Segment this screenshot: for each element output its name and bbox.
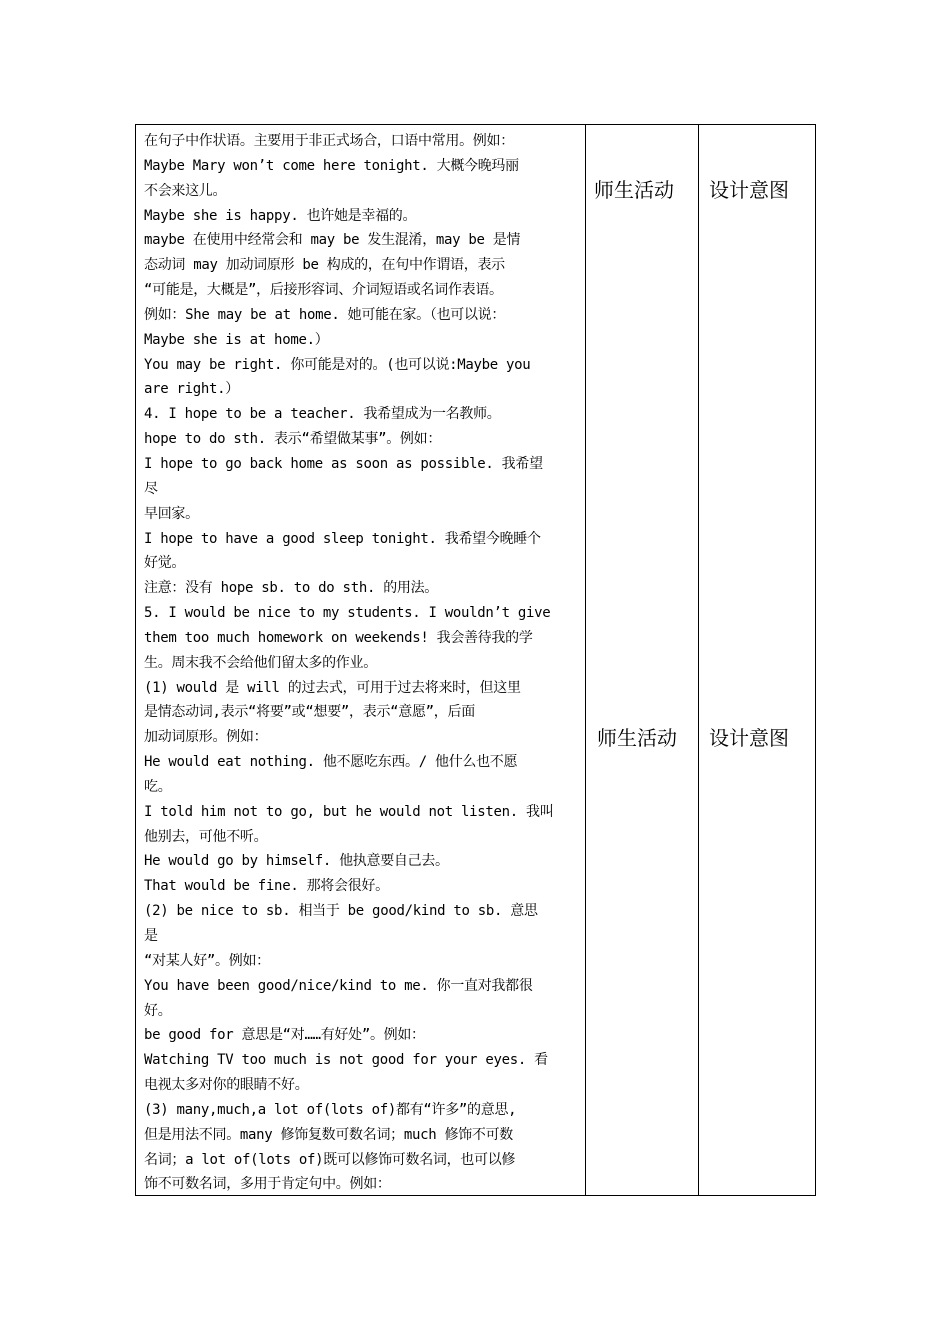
text-line: “可能是，大概是”，后接形容词、介词短语或名词作表语。 xyxy=(144,282,503,299)
text-line: Maybe she is happy. 也许她是幸福的。 xyxy=(144,207,417,224)
text-line: “对某人好”。例如： xyxy=(144,952,270,969)
intent-header: 设计意图 xyxy=(709,178,789,202)
text-line: That would be fine. 那将会很好。 xyxy=(144,878,389,895)
text-line: I hope to have a good sleep tonight. 我希望今晚睡个 xyxy=(144,530,541,547)
text-line: 好。 xyxy=(144,1002,172,1019)
column-divider xyxy=(698,125,699,1195)
text-line: He would eat nothing. 他不愿吃东西。/ 他什么也不愿 xyxy=(144,754,518,771)
text-line: 早回家。 xyxy=(144,505,199,522)
text-line: (3) many,much,a lot of(lots of)都有“许多”的意思, xyxy=(144,1101,517,1118)
text-line: 但是用法不同。many 修饰复数可数名词；much 修饰不可数 xyxy=(144,1126,513,1143)
text-line: 电视太多对你的眼睛不好。 xyxy=(144,1077,309,1094)
text-line: Maybe Mary won’t come here tonight. 大概今晚玛丽 xyxy=(144,157,519,174)
text-line: I hope to go back home as soon as possible. 我希望 xyxy=(144,455,543,472)
text-line: 吃。 xyxy=(144,778,172,795)
text-line: 加动词原形。例如： xyxy=(144,729,268,746)
text-line: 饰不可数名词，多用于肯定句中。例如： xyxy=(144,1176,391,1193)
text-line: 他别去，可他不听。 xyxy=(144,828,268,845)
text-line: 态动词 may 加动词原形 be 构成的，在句中作谓语，表示 xyxy=(144,257,505,274)
text-line: You may be right. 你可能是对的。(也可以说:Maybe you xyxy=(144,356,531,373)
text-line: 例如：She may be at home. 她可能在家。（也可以说： xyxy=(144,306,506,323)
text-line: 生。周末我不会给他们留太多的作业。 xyxy=(144,654,377,671)
text-line: 是 xyxy=(144,928,158,944)
text-line: them too much homework on weekends! 我会善待我的学 xyxy=(144,629,533,646)
text-line: 是情态动词,表示“将要”或“想要”，表示“意愿”，后面 xyxy=(144,704,475,721)
text-line: Maybe she is at home.） xyxy=(144,331,329,348)
activity-header: 师生活动 xyxy=(594,178,674,202)
text-line: maybe 在使用中经常会和 may be 发生混淆，may be 是情 xyxy=(144,232,521,249)
text-line: 好觉。 xyxy=(144,555,186,572)
lesson-plan-table xyxy=(135,124,816,1196)
text-line: 5. I would be nice to my students. I wouldn’t give xyxy=(144,605,551,622)
column-divider xyxy=(585,125,586,1195)
text-line: 在句子中作状语。主要用于非正式场合，口语中常用。例如： xyxy=(144,133,514,149)
text-line: 注意：没有 hope sb. to do sth. 的用法。 xyxy=(144,580,439,597)
content-column xyxy=(136,125,585,1195)
text-line: I told him not to go, but he would not listen. 我叫 xyxy=(144,803,554,820)
text-line: (2) be nice to sb. 相当于 be good/kind to sb. 意思 xyxy=(144,903,538,920)
text-line: He would go by himself. 他执意要自己去。 xyxy=(144,853,449,870)
text-line: 不会来这儿。 xyxy=(144,182,227,199)
text-line: Watching TV too much is not good for your eyes. 看 xyxy=(144,1052,548,1069)
text-line: You have been good/nice/kind to me. 你一直对我都很 xyxy=(144,977,533,994)
text-line: 4. I hope to be a teacher. 我希望成为一名教师。 xyxy=(144,406,501,423)
text-line: (1) would 是 will 的过去式，可用于过去将来时，但这里 xyxy=(144,679,521,696)
text-line: 尽 xyxy=(144,480,158,497)
text-line: hope to do sth. 表示“希望做某事”。例如： xyxy=(144,431,442,448)
text-line: be good for 意思是“对……有好处”。例如： xyxy=(144,1027,425,1044)
activity-header: 师生活动 xyxy=(597,726,677,750)
text-line: 名词；a lot of(lots of)既可以修饰可数名词，也可以修 xyxy=(144,1151,516,1168)
intent-header: 设计意图 xyxy=(709,726,789,750)
text-line: are right.） xyxy=(144,381,239,398)
